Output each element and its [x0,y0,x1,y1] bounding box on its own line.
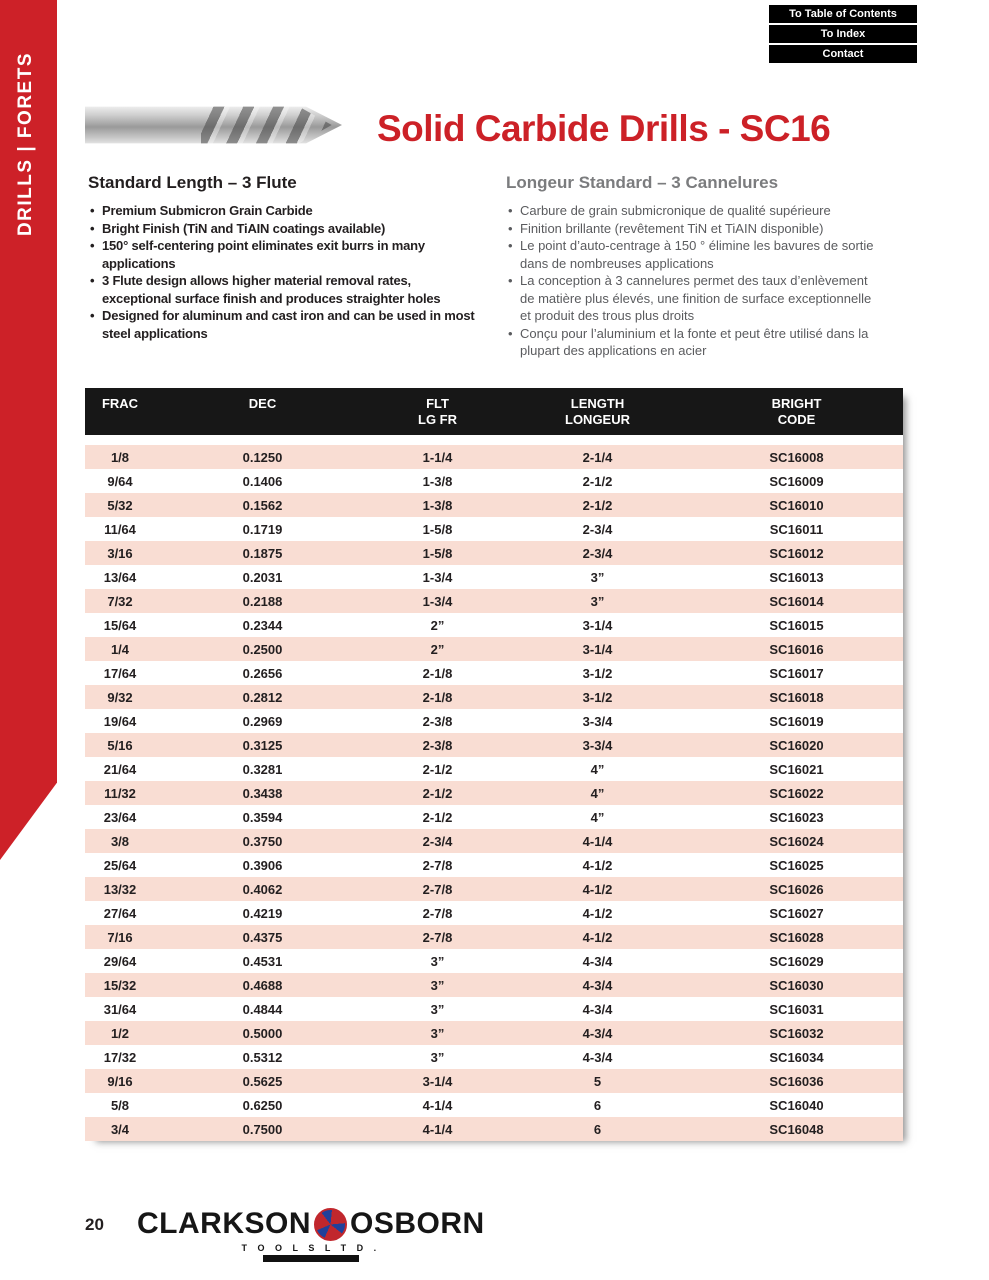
table-row [85,517,903,541]
table-header-row [85,388,903,435]
table-cell: 4-1/4 [422,1097,453,1113]
feature-list-french [506,202,884,360]
table-cell: 17/32 [103,1049,137,1065]
table-cell: 2-1/2 [422,809,453,825]
table-row [85,709,903,733]
brand-subtitle: T O O L S L T D . [241,1243,381,1253]
table-cell: 3/4 [110,1121,130,1137]
table-cell: 0.2969 [242,713,283,729]
table-cell: SC16021 [769,761,824,777]
table-cell: 17/64 [103,665,137,681]
table-cell: 3-1/2 [582,689,613,705]
table-cell: 0.4062 [242,881,283,897]
table-cell: 0.4688 [242,977,283,993]
table-cell: 3-3/4 [582,737,613,753]
table-cell: SC16010 [769,497,824,513]
table-cell: SC16009 [769,473,824,489]
table-cell: 3/8 [110,833,130,849]
bullet-item: • Finition brillante (revêtement TiN et TiAIN disponible) [506,220,884,238]
table-cell: 2” [430,617,445,633]
table-cell: 15/64 [103,617,137,633]
table-cell: 9/32 [107,689,133,705]
table-cell: 3” [430,953,445,969]
table-cell: SC16014 [769,593,824,609]
table-row [85,685,903,709]
table-cell: 3-1/4 [582,617,613,633]
table-cell: 5 [593,1073,602,1089]
table-cell: 0.5000 [242,1025,283,1041]
table-cell: 3” [430,1001,445,1017]
table-cell: 1-3/4 [422,569,453,585]
table-cell: 25/64 [103,857,137,873]
table-cell: 0.1250 [242,449,283,465]
table-cell: SC16008 [769,449,824,465]
table-cell: 2-3/8 [422,737,453,753]
column-header-dec: DEC [248,396,277,411]
table-cell: 3” [590,593,605,609]
table-cell: 15/32 [103,977,137,993]
bullet-item: • Designed for aluminum and cast iron and can be used in most steel applications [88,307,480,342]
table-cell: 0.4375 [242,929,283,945]
table-cell: 0.1562 [242,497,283,513]
table-cell: 3-1/4 [422,1073,453,1089]
table-cell: SC16032 [769,1025,824,1041]
table-row [85,973,903,997]
table-cell: 2-1/8 [422,665,453,681]
heading-french: Longeur Standard – 3 Cannelures [506,173,779,192]
table-cell: 3-1/4 [582,641,613,657]
table-cell: 4-3/4 [582,1049,613,1065]
table-cell: 3” [430,1025,445,1041]
table-cell: 6 [593,1097,602,1113]
table-row [85,445,903,469]
table-cell: 0.7500 [242,1121,283,1137]
table-cell: 9/64 [107,473,133,489]
table-row [85,853,903,877]
table-cell: 4-1/4 [422,1121,453,1137]
table-cell: 2-1/8 [422,689,453,705]
table-row [85,1117,903,1141]
column-header-frac: FRAC [101,396,139,411]
table-cell: SC16031 [769,1001,824,1017]
table-row [85,805,903,829]
table-cell: 0.2812 [242,689,283,705]
table-cell: SC16023 [769,809,824,825]
table-row [85,901,903,925]
nav-buttons [769,5,917,63]
table-cell: 0.3594 [242,809,283,825]
table-row [85,829,903,853]
table-cell: 3” [590,569,605,585]
table-cell: 4” [590,809,605,825]
table-cell: 7/32 [107,593,133,609]
brand-logo-row [137,1207,485,1241]
table-cell: 29/64 [103,953,137,969]
table-cell: SC16036 [769,1073,824,1089]
page-title: Solid Carbide Drills - SC16 [377,108,831,149]
table-cell: SC16048 [769,1121,824,1137]
table-row [85,541,903,565]
table-cell: 2-3/4 [422,833,453,849]
table-row [85,613,903,637]
table-cell: 3” [430,1049,445,1065]
table-cell: 0.4531 [242,953,283,969]
table-cell: 0.3125 [242,737,283,753]
table-cell: 0.5312 [242,1049,283,1065]
brand-underline-bar [263,1255,359,1262]
heading-english: Standard Length – 3 Flute [88,173,297,192]
table-cell: SC16017 [769,665,824,681]
bullet-item: • Bright Finish (TiN and TiAIN coatings available) [88,220,480,238]
table-cell: 1-5/8 [422,545,453,561]
table-cell: 0.5625 [242,1073,283,1089]
table-cell: 0.3281 [242,761,283,777]
table-cell: SC16027 [769,905,824,921]
nav-button-index[interactable]: To Index [769,25,917,43]
table-cell: 0.3906 [242,857,283,873]
table-cell: 0.2344 [242,617,283,633]
table-cell: 1-1/4 [422,449,453,465]
table-cell: 1-3/8 [422,473,453,489]
drill-bit-image [85,99,342,151]
column-header-length: LENGTH LONGEUR [565,396,630,427]
bullet-item: • Conçu pour l’aluminium et la fonte et peut être utilisé dans la plupart des applications en acier [506,325,884,360]
table-cell: SC16026 [769,881,824,897]
table-cell: 1/8 [110,449,130,465]
table-row [85,1021,903,1045]
table-cell: 4-1/2 [582,929,613,945]
table-cell: SC16016 [769,641,824,657]
table-cell: 0.2500 [242,641,283,657]
table-cell: 6 [593,1121,602,1137]
spec-table [85,388,903,1141]
table-cell: 1-3/8 [422,497,453,513]
table-cell: 23/64 [103,809,137,825]
brand-name-right: OSBORN [350,1207,485,1240]
table-row [85,1069,903,1093]
table-cell: 11/64 [104,521,136,537]
table-cell: 0.6250 [242,1097,283,1113]
table-row [85,733,903,757]
table-cell: 4-3/4 [582,1025,613,1041]
table-cell: 4-1/2 [582,857,613,873]
table-cell: 0.1719 [242,521,283,537]
page-number: 20 [85,1215,104,1234]
table-cell: 7/16 [107,929,133,945]
table-cell: 2-3/8 [422,713,453,729]
table-cell: 4” [590,785,605,801]
brand-name-left: CLARKSON [137,1207,311,1240]
table-cell: 4-1/2 [582,905,613,921]
table-cell: SC16024 [769,833,824,849]
table-cell: 0.3750 [242,833,283,849]
table-cell: 5/32 [107,497,133,513]
table-cell: SC16030 [769,977,824,993]
table-cell: 4-1/4 [582,833,613,849]
nav-button-contact[interactable]: Contact [769,45,917,63]
table-cell: 1-3/4 [422,593,453,609]
table-cell: SC16019 [769,713,824,729]
table-cell: 1/4 [110,641,130,657]
table-cell: SC16020 [769,737,824,753]
table-row [85,589,903,613]
table-cell: 4-3/4 [582,953,613,969]
table-body [85,445,903,1141]
table-cell: 2” [430,641,445,657]
table-cell: SC16013 [769,569,824,585]
table-cell: 13/64 [103,569,137,585]
table-cell: 2-7/8 [422,905,453,921]
table-cell: 1/2 [110,1025,130,1041]
table-cell: SC16040 [769,1097,824,1113]
table-row [85,925,903,949]
table-cell: 21/64 [103,761,137,777]
table-cell: SC16012 [769,545,824,561]
table-cell: 11/32 [104,785,136,801]
table-cell: SC16025 [769,857,824,873]
table-cell: 4-1/2 [582,881,613,897]
bullet-item: • Carbure de grain submicronique de qualité supérieure [506,202,884,220]
table-row [85,781,903,805]
table-row [85,1045,903,1069]
table-cell: SC16028 [769,929,824,945]
column-header-flute-length: FLT LG FR [418,396,457,427]
table-cell: 2-7/8 [422,881,453,897]
table-cell: 9/16 [107,1073,133,1089]
table-cell: 13/32 [103,881,137,897]
table-cell: SC16015 [769,617,824,633]
table-cell: 2-3/4 [582,545,613,561]
table-cell: 27/64 [103,905,137,921]
feature-list-english [88,202,480,342]
table-cell: SC16022 [769,785,824,801]
brand-emblem-icon [314,1208,347,1241]
table-cell: 2-7/8 [422,929,453,945]
table-cell: 0.2188 [242,593,283,609]
table-cell: 2-1/2 [582,473,613,489]
table-cell: SC16018 [769,689,824,705]
table-cell: 31/64 [103,1001,137,1017]
table-cell: 0.4844 [242,1001,283,1017]
table-cell: 2-1/4 [582,449,613,465]
table-cell: 0.4219 [242,905,283,921]
table-row [85,637,903,661]
table-cell: 3” [430,977,445,993]
bullet-item: • Le point d’auto-centrage à 150 ° élimine les bavures de sortie dans de nombreuses applications [506,237,884,272]
table-cell: 0.2656 [242,665,283,681]
sidebar-section-label: DRILLS | FORETS [15,52,36,237]
table-cell: 3-1/2 [582,665,613,681]
bullet-item: • 3 Flute design allows higher material removal rates, exceptional surface finish and produces straighter holes [88,272,480,307]
table-cell: 2-1/2 [582,497,613,513]
table-cell: SC16034 [769,1049,824,1065]
table-cell: 2-7/8 [422,857,453,873]
nav-button-table-of-contents[interactable]: To Table of Contents [769,5,917,23]
table-cell: 4-3/4 [582,1001,613,1017]
table-row [85,877,903,901]
table-row [85,949,903,973]
table-cell: 0.1875 [242,545,283,561]
table-row [85,1093,903,1117]
table-cell: 1-5/8 [422,521,453,537]
table-cell: 2-3/4 [582,521,613,537]
table-cell: 4-3/4 [582,977,613,993]
table-cell: SC16029 [769,953,824,969]
bullet-item: • 150° self-centering point eliminates exit burrs in many applications [88,237,480,272]
table-cell: 0.3438 [242,785,283,801]
brand-logo [137,1207,485,1262]
table-row [85,493,903,517]
table-cell: 3/16 [107,545,133,561]
bullet-item: • Premium Submicron Grain Carbide [88,202,480,220]
table-cell: 0.2031 [242,569,283,585]
table-cell: 2-1/2 [422,761,453,777]
table-row [85,997,903,1021]
table-row [85,757,903,781]
table-cell: SC16011 [769,521,824,537]
table-cell: 5/16 [107,737,133,753]
column-header-bright-code: BRIGHT CODE [771,396,822,427]
table-row [85,661,903,685]
table-cell: 0.1406 [242,473,283,489]
table-cell: 2-1/2 [422,785,453,801]
bullet-item: • La conception à 3 cannelures permet des taux d’enlèvement de matière plus élevés, une finition de surface exceptionnelle et produit des trous plus droits [506,272,884,325]
table-row [85,565,903,589]
table-row [85,469,903,493]
table-cell: 19/64 [103,713,137,729]
table-cell: 4” [590,761,605,777]
table-cell: 3-3/4 [582,713,613,729]
table-cell: 5/8 [110,1097,130,1113]
